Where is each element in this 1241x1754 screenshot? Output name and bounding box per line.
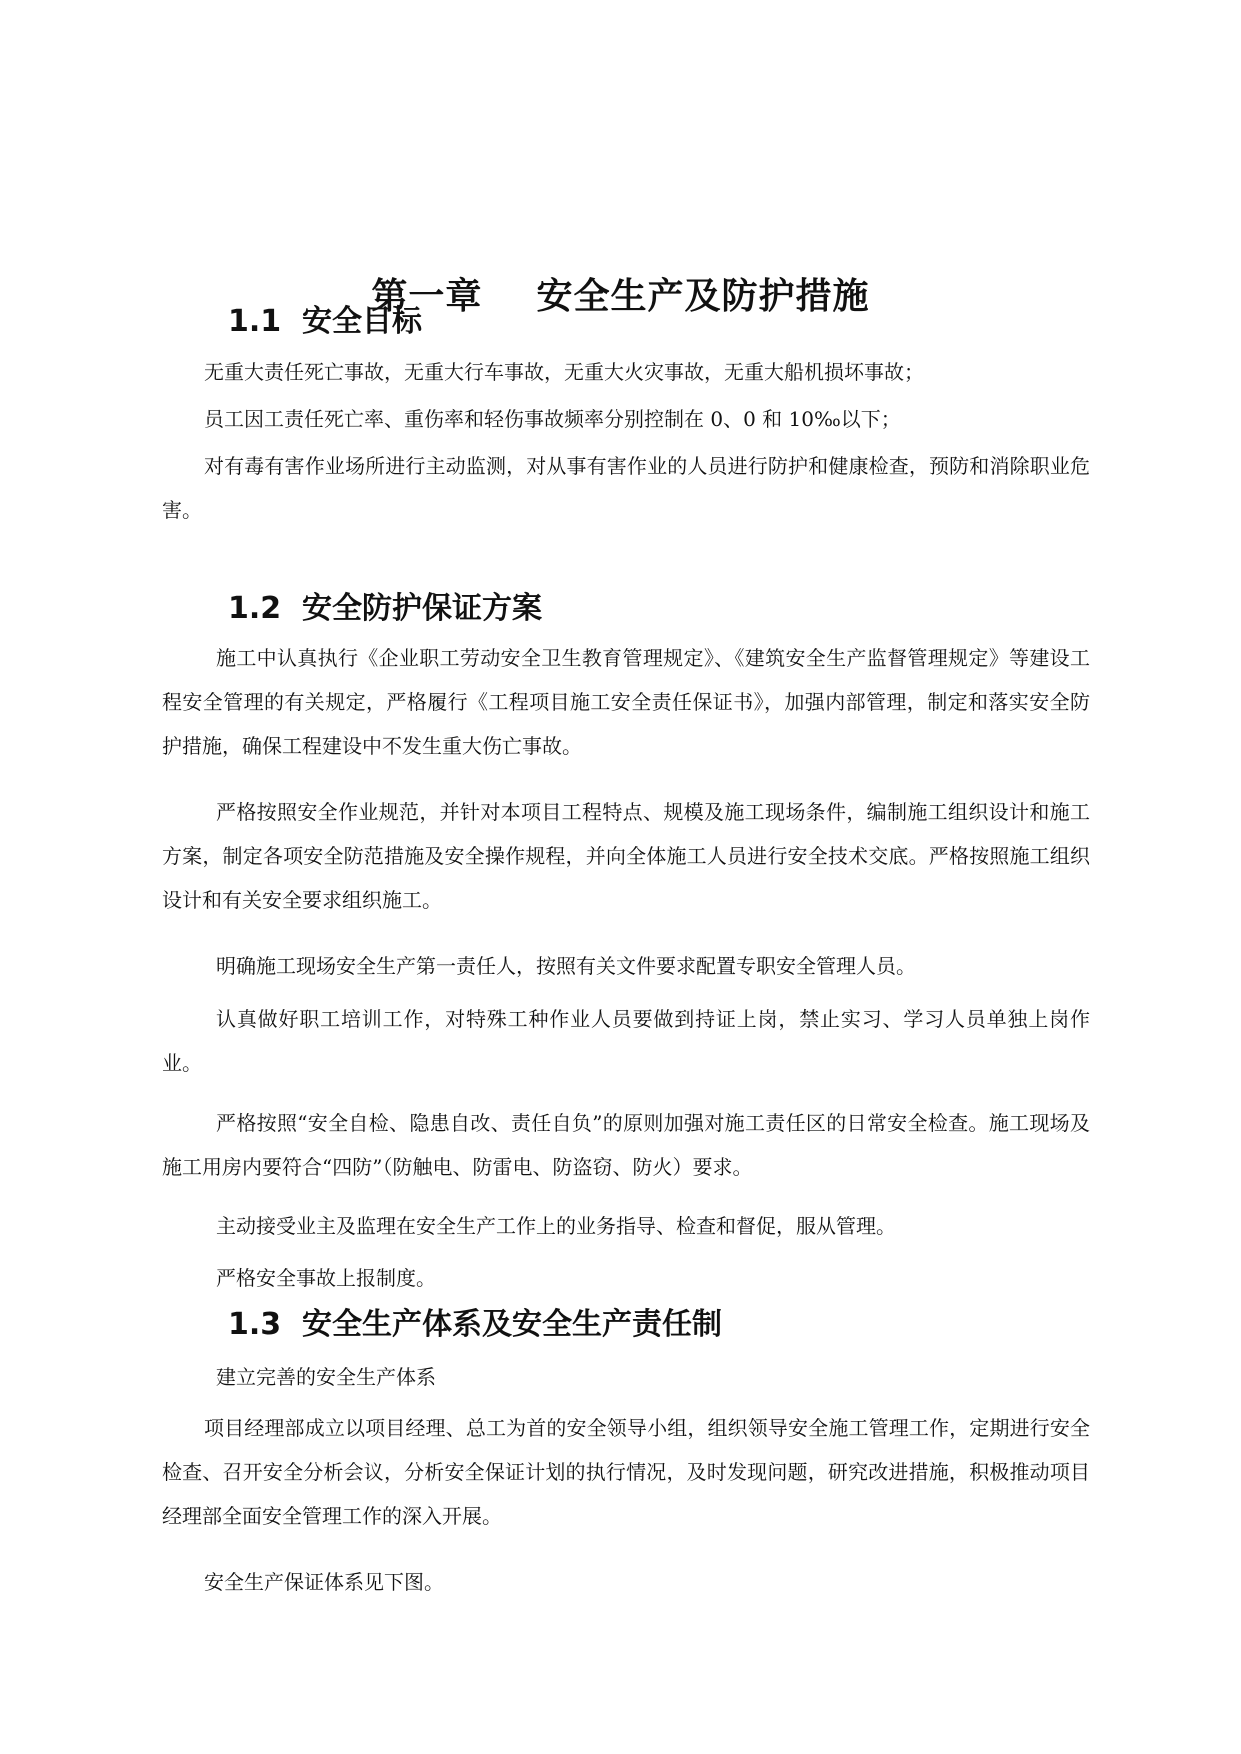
paragraph: 无重大责任死亡事故，无重大行车事故，无重大火灾事故，无重大船机损坏事故； [204, 360, 924, 384]
paragraph: 严格按照安全作业规范，并针对本项目工程特点、规模及施工现场条件，编制施工组织设计和施工方案，制定各项安全防范措施及安全操作规程，并向全体施工人员进行安全技术交底。严格按照施工组织设计和有关安全要求组织施工。 [162, 800, 1090, 912]
paragraph: 对有毒有害作业场所进行主动监测，对从事有害作业的人员进行防护和健康检查，预防和消除职业危害。 [162, 454, 1090, 522]
paragraph: 严格安全事故上报制度。 [216, 1266, 436, 1290]
paragraph: 施工中认真执行《企业职工劳动安全卫生教育管理规定》、《建筑安全生产监督管理规定》等建设工程安全管理的有关规定，严格履行《工程项目施工安全责任保证书》，加强内部管理，制定和落实安全防护措施，确保工程建设中不发生重大伤亡事故。 [162, 646, 1090, 758]
paragraph: 明确施工现场安全生产第一责任人，按照有关文件要求配置专职安全管理人员。 [216, 954, 916, 978]
paragraph: 建立完善的安全生产体系 [216, 1365, 436, 1389]
section-heading-1-2: 1.2 安全防护保证方案 [228, 591, 543, 626]
paragraph: 员工因工责任死亡率、重伤率和轻伤事故频率分别控制在 0、0 和 10‰以下； [204, 407, 901, 431]
chapter-title: 第一章 安全生产及防护措施 [371, 276, 870, 317]
paragraph: 主动接受业主及监理在安全生产工作上的业务指导、检查和督促，服从管理。 [216, 1214, 896, 1238]
paragraph: 安全生产保证体系见下图。 [204, 1570, 444, 1594]
paragraph: 严格按照“安全自检、隐患自改、责任自负”的原则加强对施工责任区的日常安全检查。施工现场及施工用房内要符合“四防”（防触电、防雷电、防盗窃、防火）要求。 [162, 1111, 1090, 1179]
paragraph: 项目经理部成立以项目经理、总工为首的安全领导小组，组织领导安全施工管理工作，定期进行安全检查、召开安全分析会议，分析安全保证计划的执行情况，及时发现问题，研究改进措施，积极推动项目经理部全面安全管理工作的深入开展。 [162, 1416, 1090, 1528]
section-heading-1-3: 1.3 安全生产体系及安全生产责任制 [228, 1307, 723, 1342]
paragraph: 认真做好职工培训工作，对特殊工种作业人员要做到持证上岗，禁止实习、学习人员单独上岗作业。 [162, 1007, 1090, 1075]
section-heading-1-1: 1.1 安全目标 [228, 304, 423, 339]
